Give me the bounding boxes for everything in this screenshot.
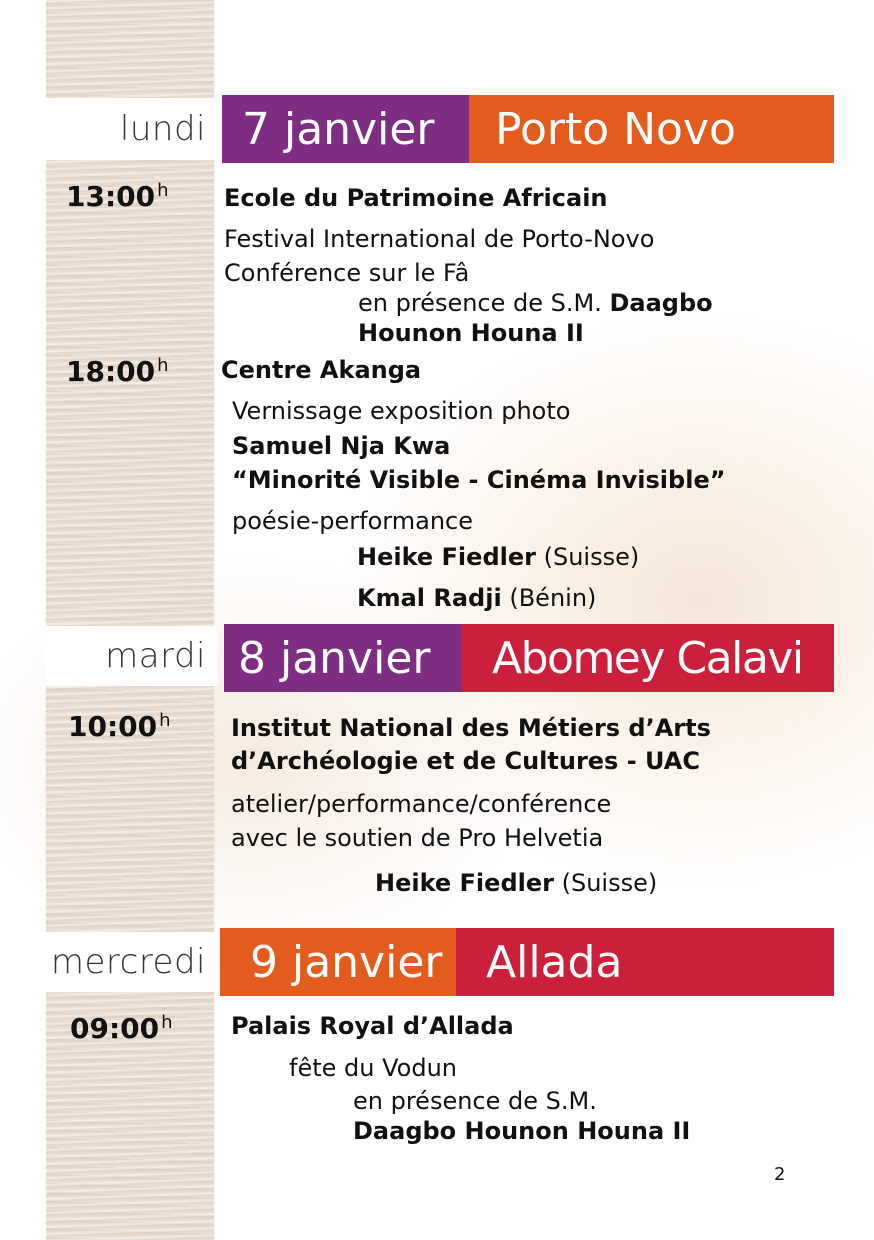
day-header-band: [220, 928, 834, 996]
presence-name: Daagbo Hounon Houna II: [353, 1117, 691, 1145]
presence-name: Hounon Houna II: [358, 319, 584, 347]
event-line: Conférence sur le Fâ: [224, 259, 470, 287]
event-line: Vernissage exposition photo: [232, 397, 571, 425]
event-venue: d’Archéologie et de Cultures - UAC: [231, 747, 700, 775]
event-venue: Palais Royal d’Allada: [231, 1012, 514, 1040]
event-venue: Centre Akanga: [221, 356, 422, 384]
event-line: en présence de S.M.: [353, 1087, 597, 1115]
date-label: 9 janvier: [220, 928, 456, 996]
weekday-label-box: [0, 932, 218, 992]
event-line: avec le soutien de Pro Helvetia: [231, 824, 604, 852]
place-label: Abomey Calavi: [462, 624, 834, 692]
place-label: Porto Novo: [469, 95, 834, 163]
day-header-band: [224, 624, 834, 692]
event-time: 13:00 $^h$: [66, 180, 169, 213]
weekday-label: mardi: [105, 636, 206, 676]
event-line: fête du Vodun: [289, 1054, 457, 1082]
weekday-label: lundi: [119, 109, 206, 149]
event-venue: Ecole du Patrimoine Africain: [224, 184, 608, 212]
weekday-label: mercredi: [50, 942, 206, 982]
event-time: 09:00 $^h$: [70, 1012, 173, 1045]
event-time: 10:00 $^h$: [68, 710, 171, 743]
day-header-band: [222, 95, 834, 163]
performer-line: Heike Fiedler (Suisse): [357, 543, 640, 571]
event-venue: Institut National des Métiers d’Arts: [231, 714, 711, 742]
event-time: 18:00 $^h$: [66, 355, 169, 388]
page-number: 2: [774, 1164, 786, 1185]
artist-name: Samuel Nja Kwa: [232, 432, 451, 460]
weekday-label-box: [46, 626, 218, 686]
event-line: atelier/performance/conférence: [231, 790, 612, 818]
weekday-label-box: [46, 98, 218, 160]
presence-line: en présence de S.M. Daagbo: [358, 289, 713, 317]
place-label: Allada: [456, 928, 834, 996]
event-line: Festival International de Porto-Novo: [224, 225, 655, 253]
performer-line: Kmal Radji (Bénin): [357, 584, 597, 612]
date-label: 8 janvier: [224, 624, 462, 692]
performer-line: Heike Fiedler (Suisse): [375, 869, 658, 897]
exhibition-title: “Minorité Visible - Cinéma Invisible”: [232, 466, 726, 494]
date-label: 7 janvier: [222, 95, 469, 163]
event-line: poésie-performance: [232, 507, 473, 535]
